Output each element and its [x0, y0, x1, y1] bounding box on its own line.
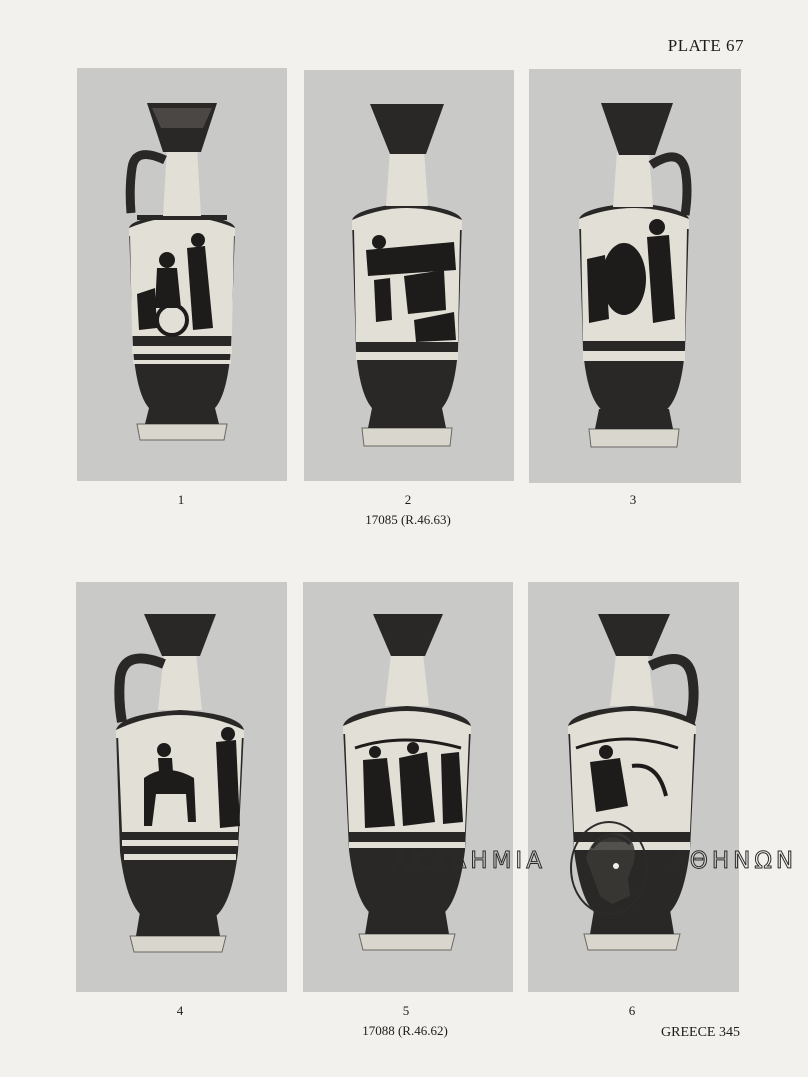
inventory-number-row-2: 17088 (R.46.62): [362, 1023, 448, 1038]
watermark-right-text: ΑΘΗΝΩΝ: [670, 848, 798, 874]
lekythos-1-illustration: [77, 68, 287, 481]
lekythos-2-illustration: [304, 70, 514, 481]
lekythos-3-illustration: [529, 69, 741, 483]
athena-seal-icon: [564, 818, 654, 918]
figure-number-6: 6: [628, 1003, 636, 1018]
lekythos-5-illustration: [303, 582, 513, 992]
lekythos-4-illustration: [76, 582, 287, 992]
vase-handle: [130, 155, 165, 213]
lekythos-6-illustration: [528, 582, 739, 992]
figure-number-2: 2: [404, 492, 412, 507]
academy-watermark: [392, 818, 796, 918]
figure-number-4: 4: [176, 1003, 184, 1018]
inventory-number-row-1: 17085 (R.46.63): [365, 512, 451, 527]
vase-photo-1: [77, 68, 287, 481]
figure-number-5: 5: [402, 1003, 410, 1018]
figure-number-1: 1: [177, 492, 185, 507]
footer-label: GREECE 345: [661, 1025, 740, 1040]
figure-number-3: 3: [629, 492, 637, 507]
vase-photo-4: [76, 582, 287, 992]
vase-photo-3: [529, 69, 741, 483]
watermark-left-text: ΑΚΑΔΗΜΙΑ: [392, 848, 546, 874]
vase-photo-5: [303, 582, 513, 992]
plate-title: PLATE 67: [667, 36, 744, 55]
vase-photo-2: [304, 70, 514, 481]
vase-photo-6: [528, 582, 739, 992]
